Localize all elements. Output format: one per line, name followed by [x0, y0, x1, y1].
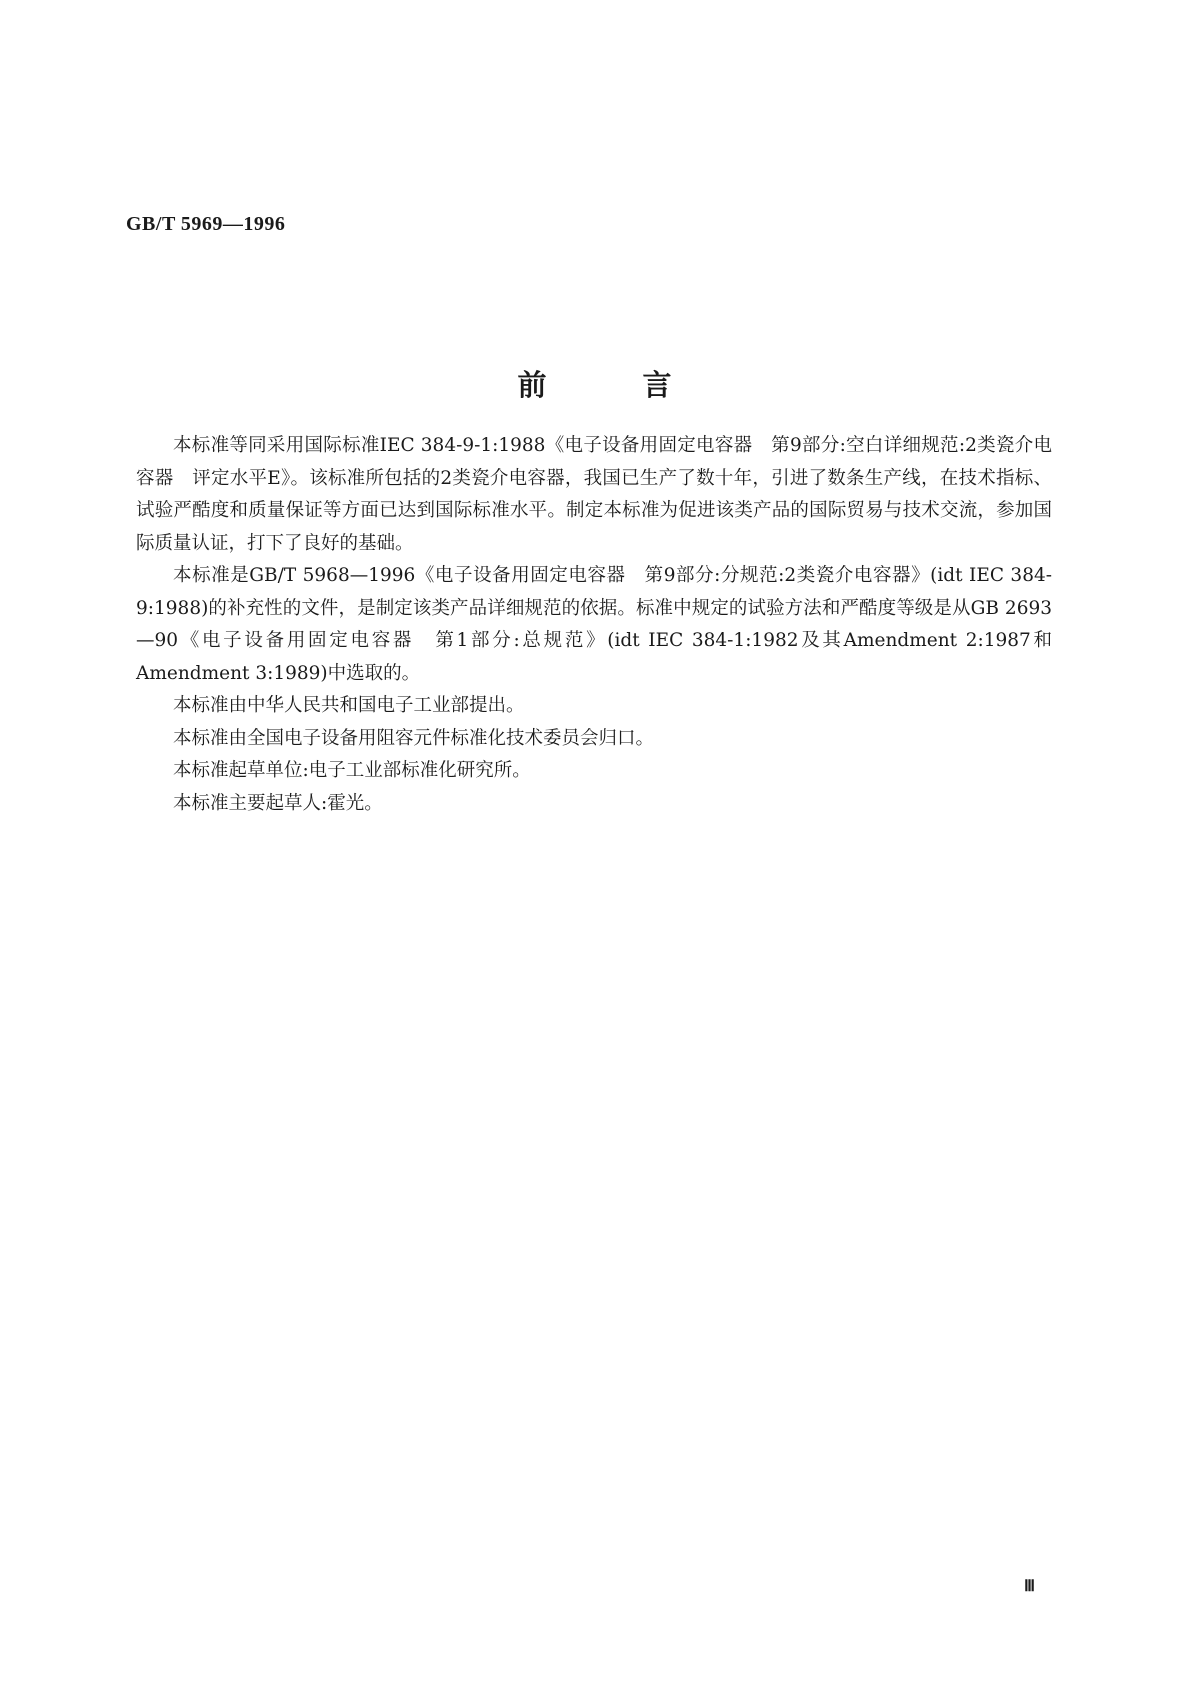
page-title	[0, 363, 1191, 404]
title-char-2: 言	[642, 368, 674, 402]
paragraph-committee: 本标准由全国电子设备用阻容元件标准化技术委员会归口。	[173, 727, 655, 749]
paragraph-drafting-unit: 本标准起草单位:电子工业部标准化研究所。	[173, 760, 531, 781]
standard-code-header: GB/T 5969—1996	[126, 213, 286, 235]
paragraph-supplementary: 本标准是GB/T 5968—1996《电子设备用固定电容器 第9部分:分规范:2类瓷介电容器》(idt IEC 384-9:1988)的补充性的文件，是制定该类产品详细规范的依据。标准中规定的试验方法和严酷度等级是从GB 2693—90《电子设备用固定电容器 第1部分:总规范》(idt IEC 384-1:1982及其Amendment 2:1987和Amendment 3:1989)中选取的。	[136, 565, 1052, 684]
page-number: Ⅲ	[1024, 1578, 1036, 1595]
paragraph-adoption: 本标准等同采用国际标准IEC 384-9-1:1988《电子设备用固定电容器 第9部分:空白详细规范:2类瓷介电容器 评定水平E》。该标准所包括的2类瓷介电容器，我国已生产了数十年，引进了数条生产线，在技术指标、试验严酷度和质量保证等方面已达到国际标准水平。制定本标准为促进该类产品的国际贸易与技术交流，参加国际质量认证，打下了良好的基础。	[136, 435, 1052, 554]
foreword-body	[136, 430, 1052, 820]
paragraph-drafter: 本标准主要起草人:霍光。	[173, 792, 383, 814]
title-char-1: 前	[517, 368, 549, 402]
paragraph-proposer: 本标准由中华人民共和国电子工业部提出。	[173, 695, 525, 716]
